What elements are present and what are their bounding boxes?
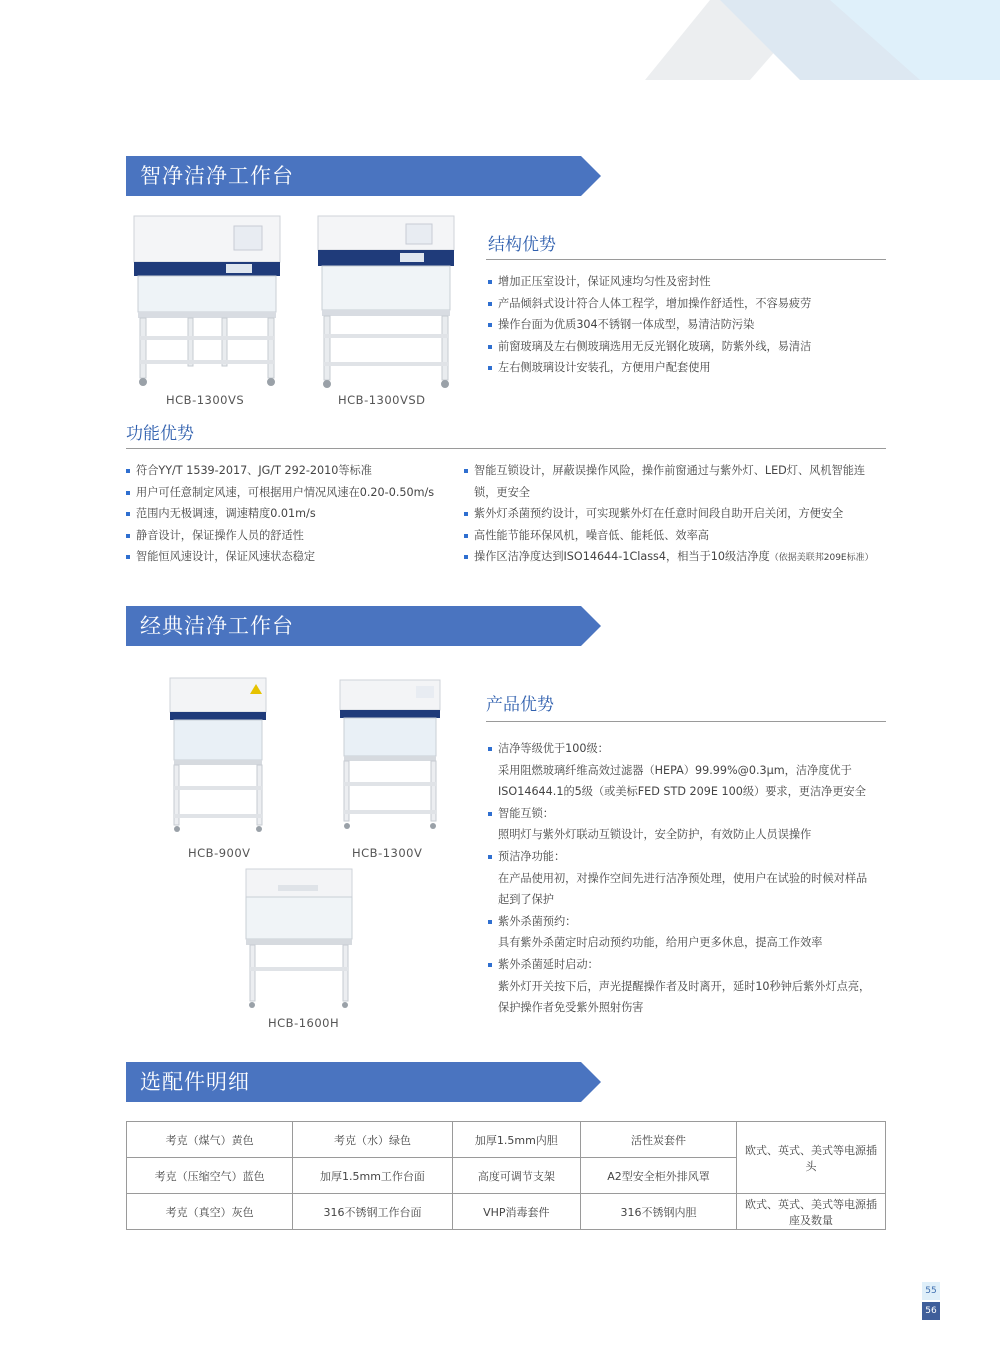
bullet-icon	[126, 469, 130, 473]
list-item-detail: 采用阻燃玻璃纤维高效过滤器（HEPA）99.99%@0.3μm，洁净度优于	[498, 763, 852, 777]
function-heading: 功能优势	[126, 424, 194, 444]
table-cell: 考克（压缩空气）蓝色	[127, 1158, 293, 1194]
product-image-hcb-1300v	[336, 678, 444, 834]
bullet-icon	[126, 534, 130, 538]
table-cell-merged: 欧式、英式、美式等电源插头	[737, 1122, 886, 1194]
list-item: 前窗玻璃及左右侧玻璃选用无反光钢化玻璃，防紫外线，易清洁	[488, 336, 811, 358]
divider	[486, 721, 886, 722]
model-caption: HCB-1300VS	[166, 393, 245, 407]
list-item-continuation: 锁，更安全	[474, 485, 530, 499]
table-cell: 加厚1.5mm内胆	[452, 1122, 581, 1158]
standard-note: （依据美联邦209E标准）	[769, 553, 874, 564]
list-item: 产品倾斜式设计符合人体工程学，增加操作舒适性，不容易疲劳	[488, 293, 811, 315]
structure-list	[488, 271, 811, 379]
list-item-detail: 保护操作者免受紫外照射伤害	[498, 1001, 644, 1015]
list-item: 智能互锁设计，屏蔽误操作风险，操作前窗通过与紫外灯、LED灯、风机智能连	[464, 460, 874, 482]
bullet-icon	[488, 747, 492, 751]
table-cell: 活性炭套件	[581, 1122, 737, 1158]
accessories-table	[126, 1121, 886, 1230]
list-item: 左右侧玻璃设计安装孔，方便用户配套使用	[488, 357, 811, 379]
bullet-icon	[488, 366, 492, 370]
table-cell: 考克（水）绿色	[293, 1122, 452, 1158]
list-item: 静音设计，保证操作人员的舒适性	[126, 525, 434, 547]
section-title: 智净洁净工作台	[140, 164, 294, 188]
section-banner-accessories	[126, 1062, 601, 1102]
model-caption: HCB-900V	[188, 846, 251, 860]
bullet-icon	[488, 963, 492, 967]
list-item: 用户可任意制定风速，可根据用户情况风速在0.20-0.50m/s	[126, 482, 434, 504]
table-cell: 考克（真空）灰色	[127, 1194, 293, 1230]
list-item-detail: ISO14644.1的5级（或美标FED STD 209E 100级）要求，更洁净更安全	[498, 785, 866, 799]
bullet-icon	[488, 323, 492, 327]
list-item: 符合YY/T 1539-2017、JG/T 292-2010等标准	[126, 460, 434, 482]
list-item-detail: 起到了保护	[498, 893, 554, 907]
product-advantages-list	[488, 738, 870, 1019]
section-banner-smart	[126, 156, 601, 196]
list-item: 范围内无极调速，调速精度0.01m/s	[126, 503, 434, 525]
bullet-icon	[488, 280, 492, 284]
page-number: 55	[922, 1282, 940, 1300]
bullet-icon	[488, 345, 492, 349]
product-image-hcb-1600h	[244, 867, 354, 1009]
list-item: 高性能节能环保风机，噪音低、能耗低、效率高	[464, 525, 874, 547]
list-item: 智能恒风速设计，保证风速状态稳定	[126, 546, 434, 568]
list-item: 紫外杀菌延时启动：	[488, 954, 870, 976]
list-item: 智能互锁：	[488, 803, 870, 825]
bullet-icon	[126, 555, 130, 559]
list-item: 增加正压室设计，保证风速均匀性及密封性	[488, 271, 811, 293]
table-row	[127, 1122, 886, 1158]
list-item-detail: 在产品使用初，对操作空间先进行洁净预处理，使用户在试验的时候对样品	[498, 871, 868, 885]
corner-decoration	[620, 0, 1000, 80]
model-caption: HCB-1300VSD	[338, 393, 426, 407]
list-item: 洁净等级优于100级：	[488, 738, 870, 760]
list-item: 操作台面为优质304不锈钢一体成型，易清洁防污染	[488, 314, 811, 336]
page-number: 56	[922, 1302, 940, 1320]
section-title: 选配件明细	[140, 1070, 250, 1094]
function-list-left	[126, 460, 434, 568]
section-banner-classic	[126, 606, 601, 646]
bullet-icon	[488, 920, 492, 924]
product-advantages-heading: 产品优势	[486, 695, 554, 715]
table-cell: 考克（煤气）黄色	[127, 1122, 293, 1158]
product-image-hcb-1300vsd	[314, 214, 459, 392]
list-item-detail: 照明灯与紫外灯联动互锁设计，安全防护，有效防止人员误操作	[498, 828, 812, 842]
bullet-icon	[464, 469, 468, 473]
bullet-icon	[126, 491, 130, 495]
bullet-icon	[464, 534, 468, 538]
section-title: 经典洁净工作台	[140, 614, 294, 638]
function-list-right	[464, 460, 874, 570]
list-item-detail: 具有紫外杀菌定时启动预约功能，给用户更多休息，提高工作效率	[498, 936, 823, 950]
table-cell: 316不锈钢内胆	[581, 1194, 737, 1230]
table-cell: 316不锈钢工作台面	[293, 1194, 452, 1230]
bullet-icon	[464, 512, 468, 516]
bullet-icon	[488, 855, 492, 859]
list-item: 操作区洁净度达到ISO14644-1Class4，相当于10级洁净度（依据美联邦209E标准）	[464, 546, 874, 570]
product-image-hcb-900v	[166, 676, 270, 836]
model-caption: HCB-1600H	[268, 1016, 340, 1030]
bullet-icon	[464, 555, 468, 559]
table-cell: 高度可调节支架	[452, 1158, 581, 1194]
product-image-hcb-1300vs	[130, 214, 285, 392]
divider	[486, 259, 886, 260]
model-caption: HCB-1300V	[352, 846, 423, 860]
table-row	[127, 1194, 886, 1230]
list-item: 紫外杀菌预约：	[488, 911, 870, 933]
divider	[126, 448, 886, 449]
list-item: 预洁净功能：	[488, 846, 870, 868]
list-item-detail: 紫外灯开关按下后，声光提醒操作者及时离开，延时10秒钟后紫外灯点亮，	[498, 979, 871, 993]
table-cell-merged: 欧式、英式、美式等电源插座及数量	[737, 1194, 886, 1230]
table-cell: 加厚1.5mm工作台面	[293, 1158, 452, 1194]
list-item: 紫外灯杀菌预约设计，可实现紫外灯在任意时间段自助开启关闭，方便安全	[464, 503, 874, 525]
table-cell: A2型安全柜外排风罩	[581, 1158, 737, 1194]
structure-heading: 结构优势	[488, 235, 556, 255]
bullet-icon	[488, 302, 492, 306]
bullet-icon	[488, 812, 492, 816]
table-cell: VHP消毒套件	[452, 1194, 581, 1230]
bullet-icon	[126, 512, 130, 516]
